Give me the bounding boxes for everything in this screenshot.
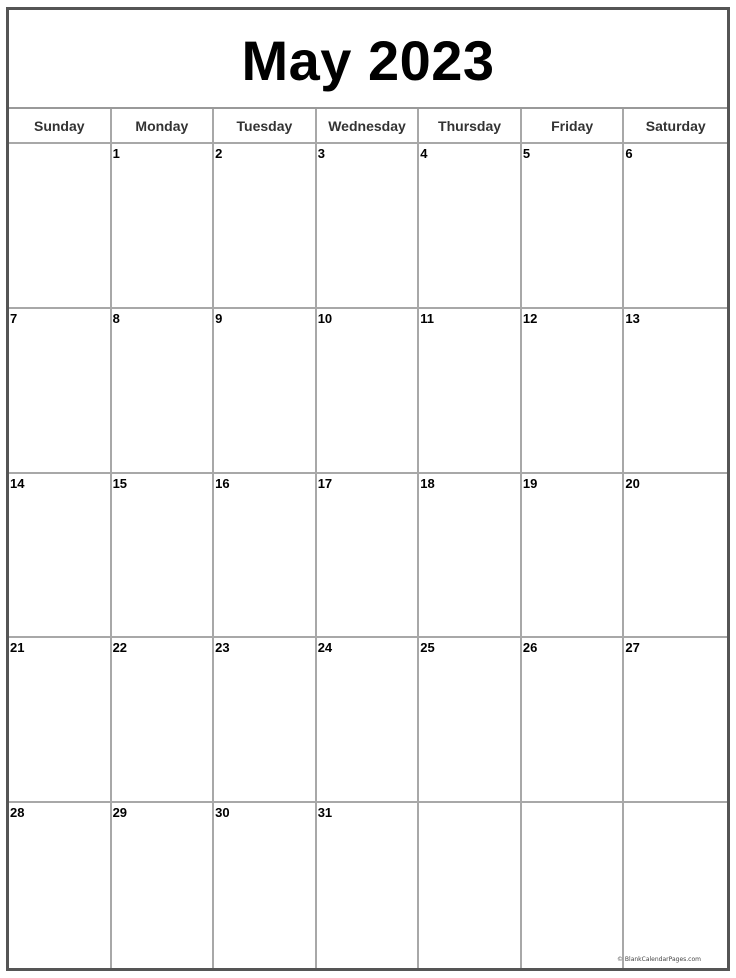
day-cell	[624, 309, 727, 474]
day-number: 14	[10, 475, 25, 491]
day-cell	[522, 803, 625, 968]
day-number: 29	[112, 805, 128, 821]
day-cell	[317, 474, 420, 639]
day-cell	[9, 144, 112, 309]
day-number: 15	[112, 475, 128, 491]
weekday-header-thursday: Thursday	[419, 109, 522, 144]
day-number: 18	[420, 475, 435, 491]
day-cell	[9, 803, 112, 968]
day-cell	[214, 144, 317, 309]
day-number: 12	[522, 310, 538, 326]
weekday-header-sunday: Sunday	[9, 109, 112, 144]
day-cell	[112, 474, 215, 639]
day-number: 1	[112, 146, 120, 161]
day-cell	[214, 638, 317, 803]
day-cell	[522, 474, 625, 639]
day-cell	[112, 144, 215, 309]
weekday-header-monday: Monday	[112, 109, 215, 144]
day-cell	[9, 638, 112, 803]
day-cell	[317, 803, 420, 968]
day-cell	[624, 803, 727, 968]
day-number: 20	[625, 475, 640, 491]
day-number: 7	[10, 310, 18, 326]
day-number: 10	[317, 310, 333, 326]
day-number: 22	[112, 640, 128, 656]
day-number: 6	[625, 146, 633, 161]
day-cell	[419, 144, 522, 309]
day-number: 23	[215, 640, 230, 656]
day-number: 2	[215, 146, 223, 161]
weekday-header-friday: Friday	[522, 109, 625, 144]
day-cell	[9, 474, 112, 639]
footer-credit: © BlankCalendarPages.com	[617, 956, 701, 963]
day-number: 4	[420, 146, 428, 161]
day-cell	[317, 638, 420, 803]
day-number: 28	[10, 805, 25, 821]
day-cell	[624, 638, 727, 803]
day-number: 25	[420, 640, 435, 656]
calendar-title: May 2023	[241, 29, 495, 92]
day-number: 24	[317, 640, 333, 656]
day-cell	[214, 474, 317, 639]
day-number: 16	[215, 475, 230, 491]
day-number: 8	[112, 310, 120, 326]
day-cell	[419, 474, 522, 639]
day-cell	[624, 474, 727, 639]
day-number: 11	[420, 310, 435, 326]
day-cell	[9, 309, 112, 474]
day-number: 3	[317, 146, 325, 161]
day-cell	[419, 638, 522, 803]
day-cell	[419, 309, 522, 474]
day-number: 13	[625, 310, 640, 326]
day-cell	[522, 638, 625, 803]
day-number: 31	[317, 805, 333, 821]
day-cell	[112, 638, 215, 803]
weekday-header-tuesday: Tuesday	[214, 109, 317, 144]
day-cell	[214, 803, 317, 968]
day-number: 5	[522, 146, 531, 161]
day-cell	[317, 144, 420, 309]
day-number: 21	[10, 640, 25, 656]
day-number: 9	[215, 310, 223, 326]
day-cell	[112, 803, 215, 968]
day-cell	[317, 309, 420, 474]
day-cell	[522, 309, 625, 474]
day-number: 27	[625, 640, 640, 656]
day-cell	[112, 309, 215, 474]
title-bar	[9, 10, 727, 109]
calendar	[6, 7, 730, 971]
day-cell	[214, 309, 317, 474]
day-number: 26	[522, 640, 538, 656]
weekday-header-wednesday: Wednesday	[317, 109, 420, 144]
day-cell	[624, 144, 727, 309]
calendar-grid	[9, 109, 727, 968]
day-number: 17	[317, 475, 333, 491]
day-number: 30	[215, 805, 230, 821]
day-cell	[419, 803, 522, 968]
day-cell	[522, 144, 625, 309]
day-number: 19	[522, 475, 538, 491]
weekday-header-saturday: Saturday	[624, 109, 727, 144]
